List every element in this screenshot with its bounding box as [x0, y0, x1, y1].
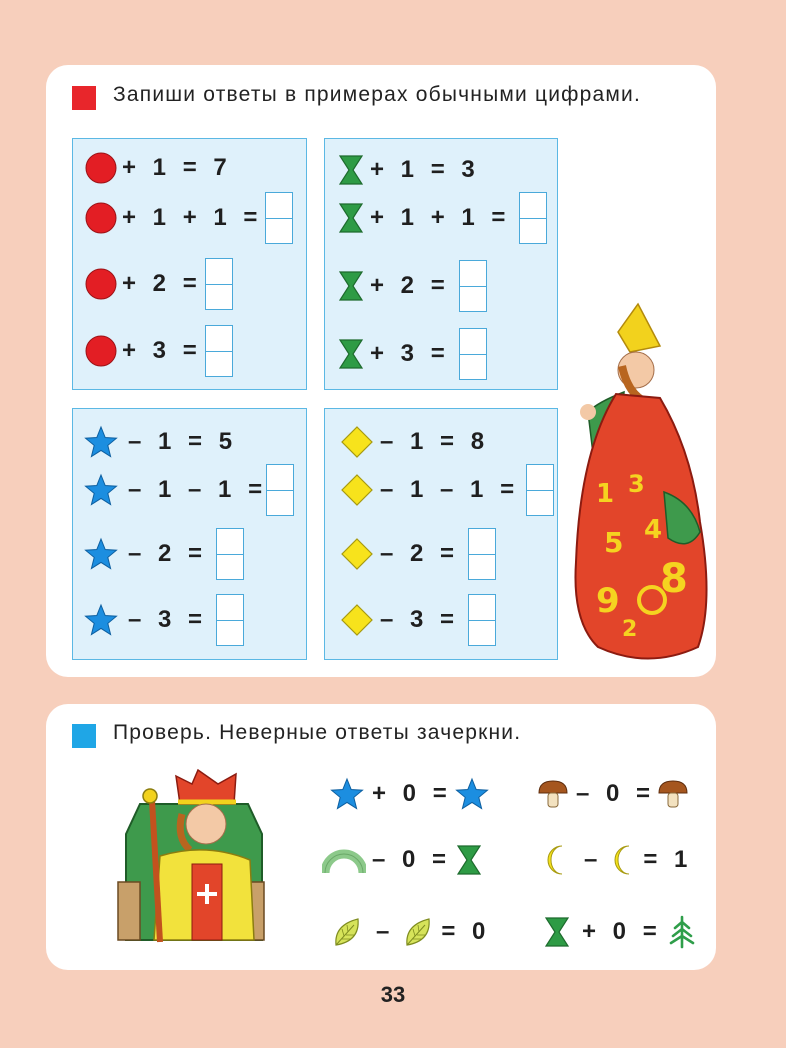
- diamond-equation-3: – 2 =: [340, 534, 496, 574]
- task-1-instruction: Запиши ответы в примерах обычными цифрами.: [113, 83, 641, 106]
- svg-text:8: 8: [660, 556, 688, 602]
- green-hourglass-icon: [334, 153, 368, 187]
- hourglass-equation-3: + 2 =: [334, 266, 487, 306]
- mushroom-icon: [656, 777, 690, 811]
- blue-star-icon: [84, 537, 118, 571]
- blue-star-icon: [330, 777, 364, 811]
- leaf-icon: [401, 915, 435, 949]
- answer-box[interactable]: [526, 464, 554, 516]
- tsar-illustration: [112, 764, 270, 948]
- circle-equation-2: + 1 + 1 =: [84, 198, 293, 238]
- check-equation-2: – 0 =: [536, 774, 690, 814]
- task-2-marker-blue-square: [72, 724, 96, 748]
- fir-tree-icon: [665, 915, 699, 949]
- answer-box[interactable]: [519, 192, 547, 244]
- yellow-diamond-icon: [340, 537, 374, 571]
- task-2-instruction: Проверь. Неверные ответы зачеркни.: [113, 721, 522, 744]
- check-equation-5: – = 0: [330, 912, 485, 952]
- green-hourglass-icon: [540, 915, 574, 949]
- green-hourglass-icon: [452, 843, 486, 877]
- red-circle-icon: [84, 151, 118, 185]
- star-equation-2: – 1 – 1 =: [84, 470, 294, 510]
- answer-box[interactable]: [265, 192, 293, 244]
- answer-box[interactable]: [216, 528, 244, 580]
- answer-box[interactable]: [266, 464, 294, 516]
- answer-box[interactable]: [205, 325, 233, 377]
- svg-text:5: 5: [604, 526, 624, 559]
- blue-star-icon: [455, 777, 489, 811]
- green-hourglass-icon: [334, 337, 368, 371]
- moon-icon: [540, 843, 574, 877]
- answer-box[interactable]: [216, 594, 244, 646]
- answer-box[interactable]: [459, 328, 487, 380]
- leaf-icon: [330, 915, 364, 949]
- page-number: 33: [380, 982, 406, 1007]
- diamond-equation-4: – 3 =: [340, 600, 496, 640]
- star-equation-3: – 2 =: [84, 534, 244, 574]
- svg-text:3: 3: [628, 470, 645, 498]
- blue-star-icon: [84, 603, 118, 637]
- answer-box[interactable]: [468, 594, 496, 646]
- svg-text:1: 1: [596, 479, 615, 509]
- svg-text:9: 9: [596, 581, 620, 621]
- check-equation-3: – 0 =: [322, 840, 486, 880]
- star-equation-1: – 1 = 5: [84, 422, 232, 462]
- svg-text:2: 2: [622, 617, 638, 642]
- hourglass-equation-4: + 3 =: [334, 334, 487, 374]
- answer-box[interactable]: [459, 260, 487, 312]
- princess-illustration: [568, 302, 716, 677]
- red-circle-icon: [84, 201, 118, 235]
- svg-text:4: 4: [644, 515, 663, 545]
- diamond-equation-1: – 1 = 8: [340, 422, 484, 462]
- answer-box[interactable]: [205, 258, 233, 310]
- green-hourglass-icon: [334, 201, 368, 235]
- yellow-diamond-icon: [340, 425, 374, 459]
- blue-star-icon: [84, 473, 118, 507]
- blue-star-icon: [84, 425, 118, 459]
- answer-box[interactable]: [468, 528, 496, 580]
- yellow-diamond-icon: [340, 603, 374, 637]
- red-circle-icon: [84, 267, 118, 301]
- task-1-marker-red-square: [72, 86, 96, 110]
- red-circle-icon: [84, 334, 118, 368]
- hourglass-equation-2: + 1 + 1 =: [334, 198, 547, 238]
- star-equation-4: – 3 =: [84, 600, 244, 640]
- circle-equation-3: + 2 =: [84, 264, 233, 304]
- diamond-equation-2: – 1 – 1 =: [340, 470, 554, 510]
- check-equation-1: + 0 =: [330, 774, 489, 814]
- check-equation-4: – = 1: [540, 840, 687, 880]
- yellow-diamond-icon: [340, 473, 374, 507]
- circle-equation-1: + 1 = 7: [84, 148, 227, 188]
- green-hourglass-icon: [334, 269, 368, 303]
- circle-equation-4: + 3 =: [84, 331, 233, 371]
- mushroom-icon: [536, 777, 570, 811]
- hourglass-equation-1: + 1 = 3: [334, 150, 475, 190]
- moon-icon: [607, 843, 641, 877]
- check-equation-6: + 0 =: [540, 912, 699, 952]
- rainbow-icon: [322, 843, 366, 877]
